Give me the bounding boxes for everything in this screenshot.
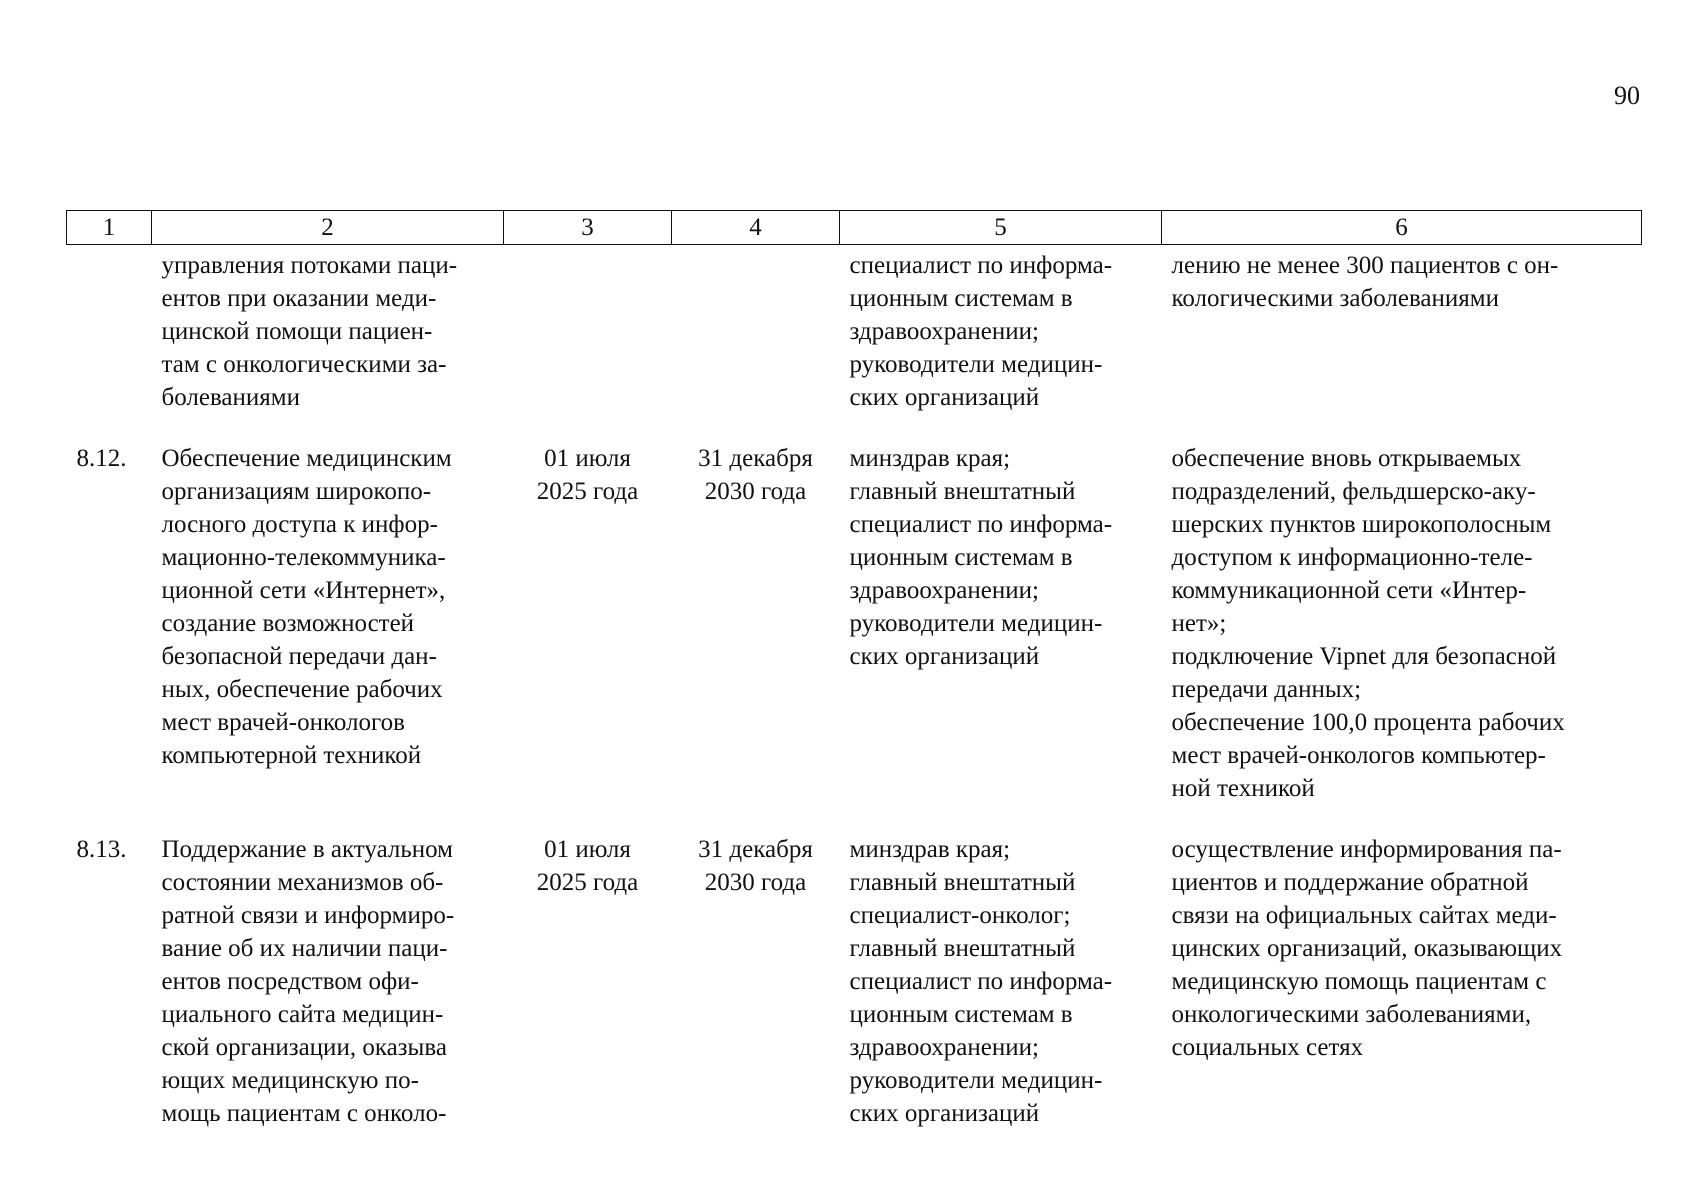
page-number: 90 (1614, 81, 1640, 110)
expected-result: лению не менее 300 пациентов с он- кологическими заболеваниями (1171, 252, 1559, 312)
row-spacer (67, 414, 1642, 442)
start-date: 01 июля 2025 года (536, 836, 639, 896)
measure-description: Поддержание в актуальном состоянии механизмов об- ратной связи и информиро- вание об их наличии паци- ентов посредством офи- циального сайта медицин- ской организации, оказыва ющих медицинскую по- мощь пациентам с онколо- (161, 836, 455, 1127)
responsible-parties: специалист по информа- ционным системам в здравоохранении; руководители медицин- ских организаций (849, 252, 1113, 411)
column-header-1: 1 (67, 211, 152, 245)
column-header-6: 6 (1162, 211, 1642, 245)
end-date: 31 декабря 2030 года (698, 836, 813, 896)
measure-description: Обеспечение медицинским организациям широкопо- лосного доступа к инфор- мационно-телекоммуника- ционной сети «Интернет», создание возможностей безопасной передачи дан- ных, обеспечение рабочих мест врачей-онкологов компьютерной техникой (161, 445, 452, 769)
table-row (67, 245, 1642, 415)
responsible-parties: минздрав края; главный внештатный специалист по информа- ционным системам в здравоохранении; руководители медицин- ских организаций (849, 445, 1113, 670)
table-row (67, 442, 1642, 805)
expected-result: осуществление информирования па- циентов и поддержание обратной связи на официальных сайтах меди- цинских организаций, оказывающих медицинскую помощь пациентам с онкологическими заболеваниями, социальных сетях (1171, 836, 1563, 1061)
measures-table (66, 210, 1642, 1130)
item-number (67, 245, 152, 415)
column-header-5: 5 (840, 211, 1162, 245)
end-date (672, 245, 840, 415)
expected-result: обеспечение вновь открываемых подразделений, фельдшерско-аку- шерских пунктов широкополосным доступом к информационно-теле- коммуникационной сети «Интер- нет»; подключение Vipnet для безопасной передачи данных; обеспечение 100,0 процента рабочих мест врачей-онкологов компьютер- ной техникой (1171, 445, 1565, 802)
column-header-4: 4 (672, 211, 840, 245)
start-date (504, 245, 672, 415)
measure-description: управления потоками паци- ентов при оказании меди- цинской помощи пациен- там с онкологическими за- болеваниями (161, 252, 458, 411)
start-date: 01 июля 2025 года (536, 445, 639, 505)
item-number: 8.13. (76, 836, 127, 863)
table-header-row (67, 211, 1642, 245)
column-header-3: 3 (504, 211, 672, 245)
row-spacer (67, 805, 1642, 833)
responsible-parties: минздрав края; главный внештатный специалист-онколог; главный внештатный специалист по информа- ционным системам в здравоохранении; руководители медицин- ских организаций (849, 836, 1113, 1127)
column-header-2: 2 (152, 211, 504, 245)
table-row (67, 833, 1642, 1130)
item-number: 8.12. (76, 445, 127, 472)
end-date: 31 декабря 2030 года (698, 445, 813, 505)
